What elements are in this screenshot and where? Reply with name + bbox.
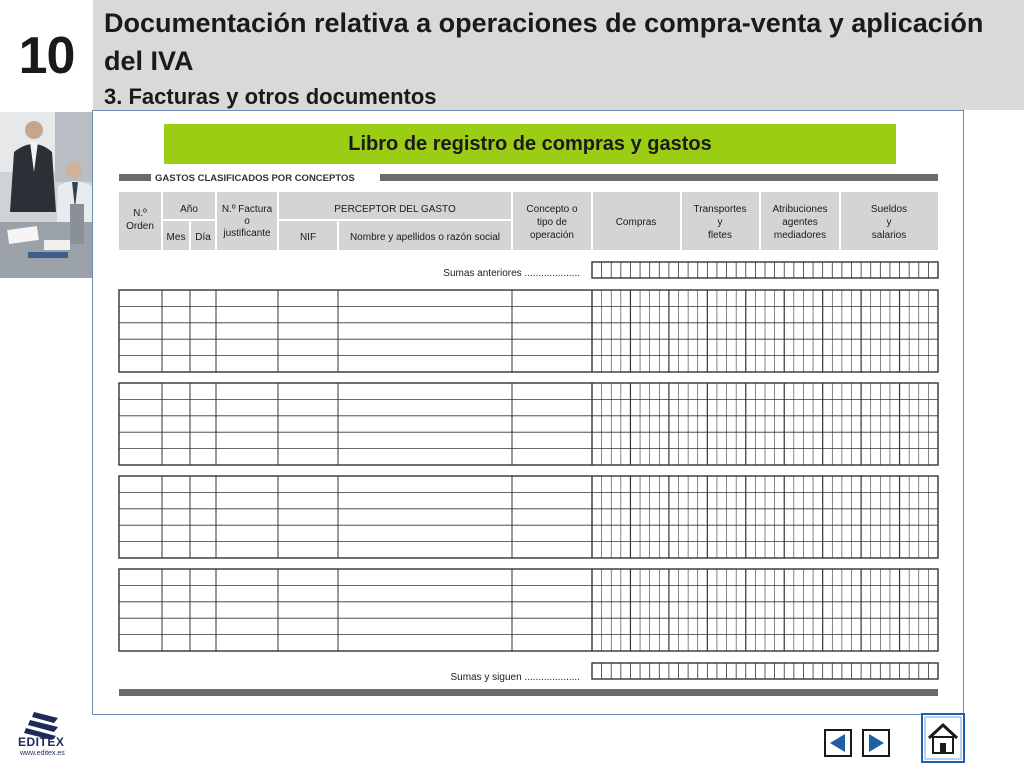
entry-block-1 bbox=[119, 290, 938, 372]
previous-slide-button[interactable] bbox=[824, 729, 852, 757]
section-bar-right bbox=[380, 174, 938, 181]
sumas-anteriores-label: Sumas anteriores .................... bbox=[443, 268, 580, 279]
sumas-siguen-label: Sumas y siguen .................... bbox=[450, 672, 580, 683]
col-factura-1: N.º Factura bbox=[221, 204, 273, 215]
brand-url: www.editex.es bbox=[20, 750, 65, 757]
entry-block-2 bbox=[119, 383, 938, 465]
col-perceptor: PERCEPTOR DEL GASTO bbox=[334, 204, 456, 215]
col-factura-2: o bbox=[244, 216, 250, 227]
home-button[interactable] bbox=[921, 713, 965, 763]
entry-block-3 bbox=[119, 476, 938, 558]
col-sueldos-3: salarios bbox=[871, 230, 907, 241]
chapter-number: 10 bbox=[18, 27, 75, 85]
brand-name: EDITEX bbox=[18, 735, 65, 749]
footer-bar bbox=[119, 689, 938, 696]
col-transportes-3: fletes bbox=[708, 230, 732, 241]
col-sueldos-1: Sueldos bbox=[870, 204, 908, 215]
col-atribuciones-2: agentes bbox=[782, 217, 818, 228]
col-sueldos-2: y bbox=[886, 217, 892, 228]
col-transportes-1: Transportes bbox=[693, 204, 747, 215]
slide-title: Documentación relativa a operaciones de compra-venta y aplicación del IVA bbox=[104, 8, 984, 76]
ledger-title: Libro de registro de compras y gastos bbox=[348, 132, 712, 155]
col-nif: NIF bbox=[299, 232, 317, 243]
col-concepto-1: Concepto o bbox=[526, 204, 578, 215]
section-bar-left bbox=[119, 174, 151, 181]
next-slide-button[interactable] bbox=[862, 729, 890, 757]
col-transportes-2: y bbox=[717, 217, 723, 228]
col-compras: Compras bbox=[615, 217, 657, 228]
entry-grid bbox=[119, 262, 938, 679]
section-label: GASTOS CLASIFICADOS POR CONCEPTOS bbox=[155, 173, 355, 184]
col-concepto-3: operación bbox=[530, 230, 574, 241]
col-factura-3: justificante bbox=[223, 228, 271, 239]
col-atribuciones-3: mediadores bbox=[773, 230, 827, 241]
slide-subtitle: 3. Facturas y otros documentos bbox=[104, 84, 437, 109]
col-nombre: Nombre y apellidos o razón social bbox=[349, 232, 501, 243]
col-concepto-2: tipo de bbox=[536, 217, 568, 228]
entry-block-4 bbox=[119, 569, 938, 651]
col-atribuciones-1: Atribuciones bbox=[772, 204, 828, 215]
col-anio: Año bbox=[180, 204, 198, 215]
col-orden-2: Orden bbox=[126, 221, 154, 232]
col-mes: Mes bbox=[166, 232, 186, 243]
col-orden-1: N.º bbox=[133, 208, 147, 219]
col-dia: Día bbox=[195, 232, 211, 243]
